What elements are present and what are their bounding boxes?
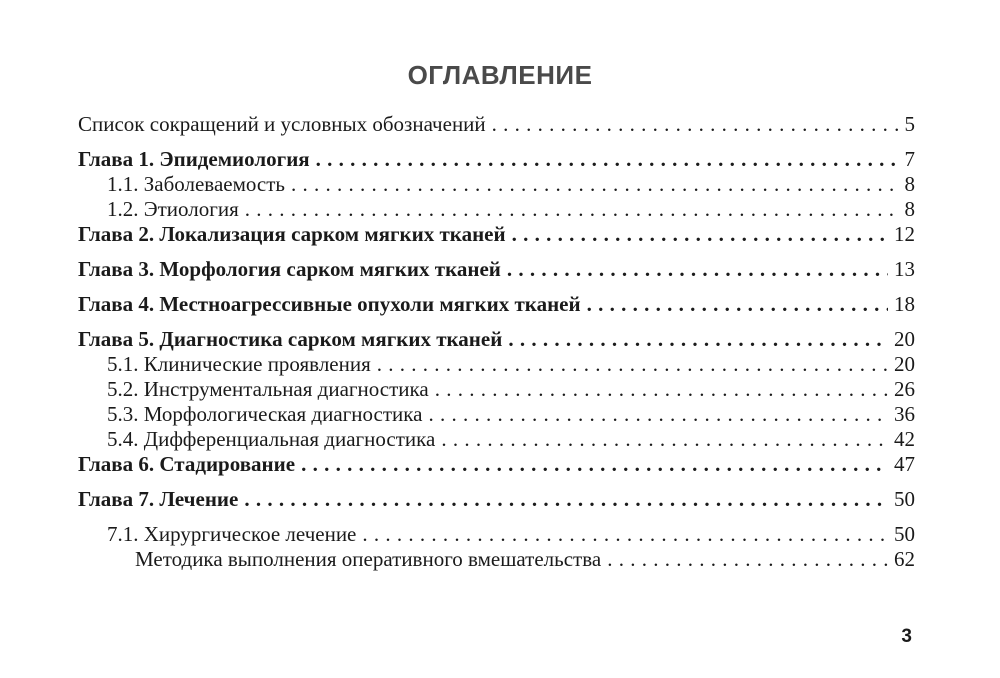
- toc-section-1-1[interactable]: [78, 172, 915, 197]
- toc-subsection-surgery-technique[interactable]: [78, 547, 915, 572]
- toc-section-5-3[interactable]: [78, 402, 915, 427]
- dot-leader: [244, 487, 888, 512]
- toc-entry-label: Список сокращений и условных обозначений: [78, 112, 486, 136]
- toc-chapter-5[interactable]: [78, 327, 915, 352]
- toc-entry-label: Глава 4. Местноагрессивные опухоли мягких тканей: [78, 292, 581, 316]
- toc-entry-label: Глава 2. Локализация сарком мягких тканей: [78, 222, 506, 246]
- toc-chapter-4[interactable]: [78, 292, 915, 317]
- toc-entry-label: Методика выполнения оперативного вмешательства: [135, 547, 602, 571]
- toc-entry-label: 1.1. Заболеваемость: [107, 172, 285, 196]
- toc-chapter-1[interactable]: [78, 147, 915, 172]
- toc-entry-label: 1.2. Этиология: [107, 197, 239, 221]
- toc-entry-label: 5.1. Клинические проявления: [107, 352, 371, 376]
- toc-entry-label: Глава 7. Лечение: [78, 487, 239, 511]
- dot-leader: [362, 522, 888, 547]
- toc-entry-page: 20: [894, 327, 915, 351]
- toc-section-7-1[interactable]: [78, 522, 915, 547]
- toc-entry-page: 8: [904, 172, 915, 196]
- dot-leader: [316, 147, 899, 172]
- dot-leader: [428, 402, 888, 427]
- toc-entry-label: 5.3. Морфологическая диагностика: [107, 402, 423, 426]
- toc-entry-label: Глава 3. Морфология сарком мягких тканей: [78, 257, 501, 281]
- toc-entry-label: 7.1. Хирургическое лечение: [107, 522, 357, 546]
- dot-leader: [507, 257, 888, 282]
- dot-leader: [607, 547, 888, 572]
- toc-chapter-2[interactable]: [78, 222, 915, 247]
- dot-leader: [512, 222, 888, 247]
- dot-leader: [508, 327, 888, 352]
- toc-entry-label: Глава 1. Эпидемиология: [78, 147, 310, 171]
- toc-chapter-7[interactable]: [78, 487, 915, 512]
- toc-entry-abbreviations[interactable]: [78, 112, 915, 137]
- dot-leader: [301, 452, 888, 477]
- toc-entry-page: 8: [904, 197, 915, 221]
- table-of-contents: [78, 112, 915, 572]
- toc-entry-page: 42: [894, 427, 915, 451]
- toc-entry-label: Глава 5. Диагностика сарком мягких тканей: [78, 327, 503, 351]
- dot-leader: [441, 427, 888, 452]
- toc-entry-label: Глава 6. Стадирование: [78, 452, 296, 476]
- dot-leader: [377, 352, 888, 377]
- toc-entry-label: 5.2. Инструментальная диагностика: [107, 377, 429, 401]
- toc-section-1-2[interactable]: [78, 197, 915, 222]
- toc-entry-page: 36: [894, 402, 915, 426]
- toc-section-5-2[interactable]: [78, 377, 915, 402]
- toc-entry-page: 47: [894, 452, 915, 476]
- page-number: 3: [901, 626, 912, 647]
- toc-entry-page: 20: [894, 352, 915, 376]
- toc-entry-page: 13: [894, 257, 915, 281]
- toc-chapter-3[interactable]: [78, 257, 915, 282]
- dot-leader: [291, 172, 899, 197]
- toc-entry-page: 5: [904, 112, 915, 136]
- dot-leader: [245, 197, 899, 222]
- toc-entry-label: 5.4. Дифференциальная диагностика: [107, 427, 436, 451]
- dot-leader: [435, 377, 888, 402]
- toc-entry-page: 7: [904, 147, 915, 171]
- toc-chapter-6[interactable]: [78, 452, 915, 477]
- toc-section-5-1[interactable]: [78, 352, 915, 377]
- toc-title: ОГЛАВЛЕНИЕ: [407, 60, 593, 90]
- toc-entry-page: 18: [894, 292, 915, 316]
- toc-entry-page: 50: [894, 522, 915, 546]
- dot-leader: [492, 112, 899, 137]
- toc-entry-page: 12: [894, 222, 915, 246]
- toc-entry-page: 62: [894, 547, 915, 571]
- toc-entry-page: 26: [894, 377, 915, 401]
- toc-entry-page: 50: [894, 487, 915, 511]
- dot-leader: [587, 292, 888, 317]
- toc-section-5-4[interactable]: [78, 427, 915, 452]
